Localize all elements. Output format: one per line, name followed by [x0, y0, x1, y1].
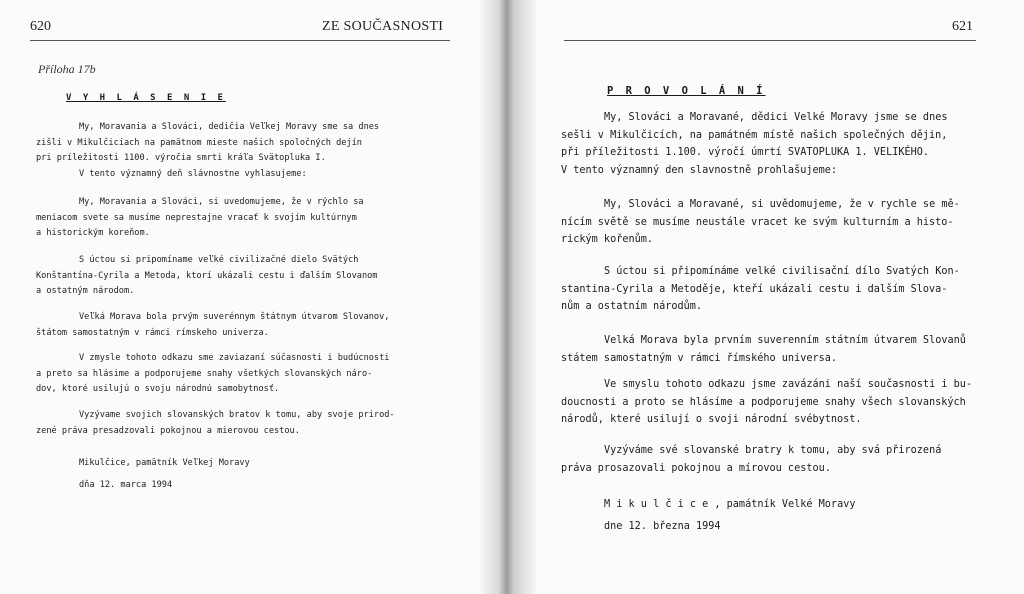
text-line: Vyzývame svojich slovanských bratov k tomu, aby svoje prirod-	[79, 410, 395, 420]
text-line: My, Moravania a Slováci, dedičia Veľkej Moravy sme sa dnes	[79, 122, 380, 132]
paragraph	[561, 376, 972, 429]
text-line: meniacom svete sa musíme neprestajne vracať k svojím kultúrnym	[36, 212, 357, 223]
text-line: S úctou si pripomíname veľké civilizačné dielo Svätých	[79, 255, 359, 265]
paragraph	[36, 253, 377, 300]
text-line: a preto sa hlásime a podporujeme snahy všetkých slovanských náro-	[36, 368, 373, 379]
signature-block	[36, 456, 250, 493]
right-page-number: 621	[952, 19, 973, 34]
text-line: Vyzýváme své slovanské bratry k tomu, aby svá přirozená	[604, 445, 942, 456]
text-line: zené práva presadzovali pokojnou a mierovou cestou.	[36, 425, 300, 436]
text-line: My, Moravania a Slováci, si uvedomujeme, že v rýchlo sa	[79, 197, 364, 207]
date-line: dne 12. března 1994	[604, 520, 721, 532]
text-line: a historickým koreňom.	[36, 228, 150, 238]
text-line: zišli v Mikulčiciach na pamätnom mieste našich spoločných dejín	[36, 137, 362, 148]
text-line: V tento významný deň slávnostne vyhlasujeme:	[79, 168, 307, 179]
text-line: Konštantína-Cyrila a Metoda, ktorí ukázali cestu i ďalším Slovanom	[36, 270, 378, 281]
paragraph	[36, 195, 364, 242]
text-line: rickým kořenům.	[561, 234, 654, 245]
header-rule	[30, 40, 450, 41]
text-line: dov, ktoré usilujú o svoju národnú samobytnosť.	[36, 384, 280, 394]
header-rule	[564, 40, 976, 41]
left-page	[0, 0, 506, 594]
book-gutter	[478, 0, 536, 594]
text-line: Ve smyslu tohoto odkazu jsme zavázáni naší současnosti i bu-	[604, 379, 973, 390]
right-page	[506, 0, 1024, 594]
text-line: národů, které usilují o svoji národní svébytnost.	[561, 414, 862, 425]
text-line: Velká Morava byla prvním suverenním státním útvarem Slovanů	[604, 335, 966, 346]
signature-block	[561, 496, 855, 535]
place-line: M i k u l č i c e , památník Velké Moravy	[604, 499, 856, 510]
text-line: V tento významný den slavnostně prohlašujeme:	[561, 164, 838, 176]
text-line: doucnosti a proto se hlásíme a podporujeme snahy všech slovanských	[561, 396, 966, 408]
text-line: S úctou si připomínáme velké civilisační dílo Svatých Kon-	[604, 266, 960, 277]
text-line: nícím světě se musíme neustále vracet ke svým kulturním a histo-	[561, 216, 954, 228]
date-line: dňa 12. marca 1994	[79, 479, 173, 490]
document-title-czech: P R O V O L Á N Í	[607, 85, 766, 97]
paragraph	[561, 109, 947, 179]
paragraph	[561, 196, 960, 249]
text-line: nům a ostatním národům.	[561, 301, 703, 312]
place-line: Mikulčice, pamätník Veľkej Moravy	[79, 458, 250, 468]
running-head: ZE SOUČASNOSTI	[322, 19, 444, 34]
paragraph	[561, 442, 941, 477]
paragraph	[36, 408, 395, 439]
appendix-label: Příloha 17b	[38, 62, 96, 76]
left-page-number: 620	[30, 19, 51, 34]
paragraph	[561, 332, 966, 367]
paragraph	[561, 263, 960, 316]
text-line: při příležitosti 1.100. výročí úmrtí SVATOPLUKA 1. VELIKÉHO.	[561, 147, 930, 158]
text-line: stantina-Cyrila a Metoděje, kteří ukázali cestu i dalším Slova-	[561, 283, 948, 295]
text-line: My, Slováci a Moravané, dědici Velké Moravy jsme se dnes	[604, 112, 948, 123]
text-line: V zmysle tohoto odkazu sme zaviazaní súčasnosti i budúcnosti	[79, 353, 390, 363]
paragraph	[36, 310, 389, 341]
paragraph	[36, 351, 389, 398]
text-line: sešli v Mikulčicích, na památném místě našich společných dějin,	[561, 129, 948, 141]
text-line: a ostatným národom.	[36, 286, 135, 296]
text-line: štátom samostatným v rámci rímskeho univerza.	[36, 327, 269, 338]
text-line: státem samostatným v rámci římského universa.	[561, 352, 838, 364]
text-line: pri príležitosti 1100. výročia smrti kráľa Svätopluka I.	[36, 153, 326, 163]
document-title-slovak: V Y H L Á S E N I E	[66, 93, 226, 103]
text-line: My, Slováci a Moravané, si uvědomujeme, že v rychle se mě-	[604, 199, 960, 210]
paragraph	[36, 120, 379, 182]
text-line: práva prosazovali pokojnou a mírovou cestou.	[561, 462, 831, 474]
text-line: Veľká Morava bola prvým suverénnym štátnym útvarom Slovanov,	[79, 312, 390, 322]
